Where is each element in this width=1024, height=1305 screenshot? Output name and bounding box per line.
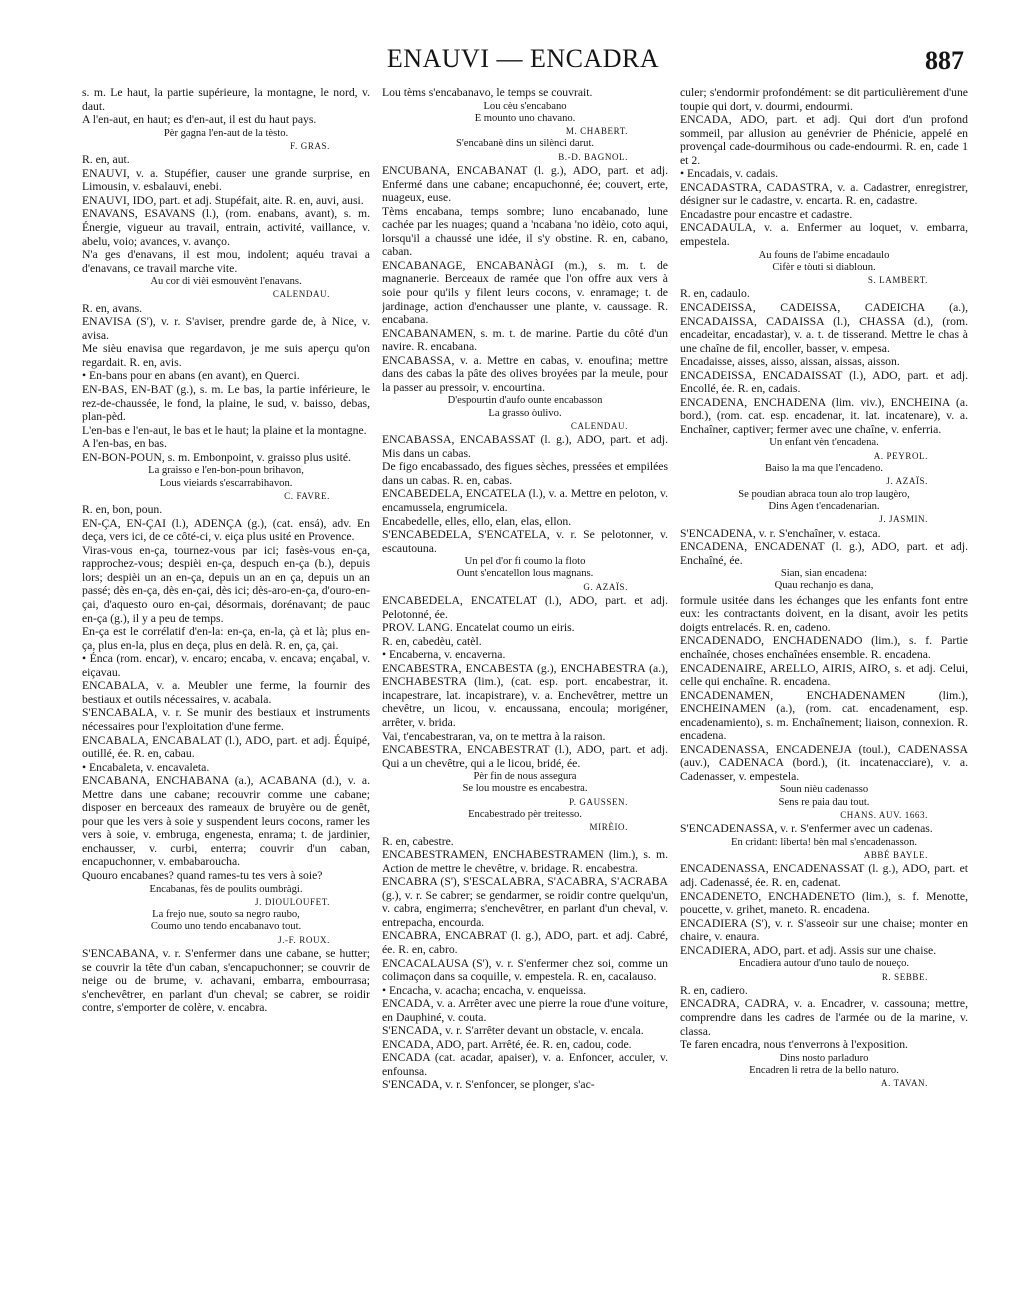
entry-paragraph: ENCADRA, CADRA, v. a. Encadrer, v. cassouna; mettre, comprendre dans les cadres de l'armée ou de la marine, v. classa. (680, 997, 968, 1038)
quotation-line: Encadiera autour d'uno taulo de noueço. (738, 958, 910, 970)
quotation-source: CALENDAU. (272, 289, 330, 300)
column-right (680, 86, 968, 1092)
entry-paragraph: ENCABEDELA, ENCATELA (l.), v. a. Mettre en peloton, v. encamussela, engrumicela. (382, 487, 668, 514)
entry-paragraph: ENCABRA (S'), S'ESCALABRA, S'ACABRA, S'ACRABA (g.), v. r. Se cabrer; se gendarmer, se roidir contre quelqu'un, v. cabra, engimerra; s'enchevêtrer, en parlant d'un cheval, v. entrepacha, encourda. (382, 875, 668, 929)
entry-paragraph: ENCABANAGE, ENCABANÀGI (m.), s. m. t. de magnanerie. Berceaux de ramée que l'on offre aux vers à soie pour qu'ils y filent leurs cocons, v. enramage; t. de jardinage, action d'enchausser une plante, v. caussage. R. encabana. (382, 258, 668, 327)
entry-paragraph: De figo encabassado, des figues sèches, pressées et empilées dans un cabas. R. en, cabas. (382, 460, 668, 487)
entry-paragraph: Vai, t'encabestraran, va, on te mettra à la raison. (382, 729, 606, 743)
quotation (680, 250, 968, 287)
entry-paragraph: ENCUBANA, ENCABANAT (l. g.), ADO, part. et adj. Enfermé dans une cabane; encapuchonné, ée; couvert, erte, nuageux, euse. (382, 164, 668, 205)
entry-paragraph: ENCADENA, ENCHADENA (lim. viv.), ENCHEINA (a. bord.), (rom. cat. esp. encadenar, it. lat. incatenare), v. a. Enchaîner, captiver; fermer avec une chaîne, v. enferria. (680, 395, 968, 436)
entry-paragraph: S'ENCABEDELA, S'ENCATELA, v. r. Se pelotonner, v. escautouna. (382, 528, 668, 555)
quotation-line: Sian, sian encadena: (780, 568, 868, 580)
entry-paragraph: Encadaisse, aisses, aisso, aissan, aissas, aisson. (680, 355, 900, 369)
quotation (382, 138, 668, 163)
entry-paragraph: ENCABESTRA, ENCABESTA (g.), ENCHABESTRA (a.), ENCHABESTRA (lim.), (cat. esp. port. encabestrar, it. incapestrare, lat. incapistrare), v. a. Enchevêtrer, mettre un chevêtre, un licou, v. encaussana, encoula; morigéner, arrêter, v. brida. (382, 661, 668, 729)
quotation (680, 958, 968, 983)
entry-paragraph: R. en, aut. (82, 153, 130, 167)
quotation-source: J.-F. ROUX. (278, 934, 330, 945)
quotation-line: Lou cèu s'encabano (483, 100, 567, 112)
entry-paragraph: ENAVANS, ESAVANS (l.), (rom. enabans, avant), s. m. Énergie, vigueur au travail, entrain, activité, vaillance, v. abelu, voio; avances, v. avanço. (82, 207, 370, 248)
quotation (680, 489, 968, 526)
entry-paragraph: S'ENCABANA, v. r. S'enfermer dans une cabane, se hutter; se couvrir la tête d'un caban, s'encapuchonner; se couvrir de neige ou de brume, v. achavani, embarra, embourrasa; s'enchevêtrer, en parlant d'un cheval; se cabrer, se roidir contre, s'emporter de colère, v. encabra. (82, 947, 370, 1015)
quotation (382, 556, 668, 593)
column-middle (382, 86, 668, 1092)
quotation-line: Encadren li retra de la bello naturo. (749, 1064, 899, 1076)
entry-paragraph: ENCADENAMEN, ENCHADENAMEN (lim.), ENCHEINAMEN (a.), (rom. cat. encadenament, esp. encadenamiento), s. m. Enchaînement; liaison, connexion. R. encadena. (680, 688, 968, 743)
quotation-source: C. FAVRE. (284, 490, 330, 501)
quotation (382, 101, 668, 138)
entry-paragraph: ENCABASSA, ENCABASSAT (l. g.), ADO, part. et adj. Mis dans un cabas. (382, 433, 668, 460)
quotation-line: Pèr fin de nous assegura (473, 771, 577, 783)
quotation-line: E mounto uno chavano. (474, 112, 576, 124)
entry-paragraph: • Encacha, v. acacha; encacha, v. enqueissa. (382, 983, 587, 997)
quotation-source: ABBÉ BAYLE. (863, 850, 928, 861)
entry-paragraph: ENCADEISSA, CADEISSA, CADEICHA (a.), ENCADAISSA, CADAISSA (l.), CHASSA (d.), (rom. encadeitar, encadastar), v. a. t. de tisserand. Mettre le chas à une chaîne de fil, encoller, basser, v. empesa. (680, 301, 968, 355)
entry-paragraph: • En-bans pour en abans (en avant), en Querci. (82, 369, 300, 383)
quotation (382, 809, 668, 834)
entry-paragraph: ENCADENADO, ENCHADENADO (lim.), s. f. Partie enchaînée, choses enchaînées ensemble. R. encadena. (680, 634, 968, 661)
quotation-line: Ount s'encatellon lous magnans. (456, 568, 594, 580)
entry-paragraph: ENCADENASSA, ENCADENASSAT (l. g.), ADO, part. et adj. Cadenassé, ée. R. en, cadenat. (680, 862, 968, 890)
entry-paragraph: S'ENCADENA, v. r. S'enchaîner, v. estaca. (680, 526, 881, 540)
page-number: 887 (925, 46, 964, 75)
quotation-line: Au founs de l'abime encadaulo (758, 249, 890, 261)
entry-paragraph: culer; s'endormir profondément: se dit particulièrement d'une toupie qui dort, v. dourmi, endourmi. (680, 86, 968, 113)
quotation-line: Soun nièu cadenasso (779, 784, 869, 796)
quotation-line: La graisso e l'en-bon-poun brihavon, (148, 465, 304, 477)
quotation-source: J. JASMIN. (879, 514, 928, 525)
quotation-source: A. PEYROL. (873, 450, 928, 461)
entry-paragraph: Tèms encabana, temps sombre; luno encabanado, lune cachée par les nuages; quand a 'ncabana 'no idèio, coto aqui, lorsqu'il a chaussé une idée, il s'y obstine. R. en, cabano, caban. (382, 204, 668, 259)
quotation-source: S. LAMBERT. (867, 275, 928, 286)
quotation-source: J. DIOULOUFET. (255, 896, 330, 907)
entry-paragraph: • Encabaleta, v. encavaleta. (82, 760, 210, 774)
entry-paragraph: S'ENCADENASSA, v. r. S'enfermer avec un cadenas. (680, 822, 933, 836)
quotation-line: En cridant: liberta! bèn mal s'encadenasson. (730, 836, 918, 848)
quotation-source: F. GRAS. (290, 140, 330, 151)
quotation (680, 837, 968, 862)
entry-paragraph: ENCADEISSA, ENCADAISSAT (l.), ADO, part. et adj. Encollé, ée. R. en, cadais. (680, 368, 968, 396)
entry-paragraph: ENCADAULA, v. a. Enfermer au loquet, v. embarra, empestela. (680, 221, 968, 249)
entry-paragraph: ENAUVI, v. a. Stupéfier, causer une grande surprise, en Limousin, v. esbalauvi, enebi. (82, 166, 370, 194)
entry-paragraph: A l'en-bas, en bas. (82, 437, 167, 451)
entry-paragraph: S'ENCADA, v. r. S'arrêter devant un obstacle, v. encala. (382, 1024, 644, 1038)
entry-paragraph: ENAUVI, IDO, part. et adj. Stupéfait, aite. R. en, auvi, ausi. (82, 193, 364, 207)
quotation-line: Se lou moustre es encabestra. (462, 783, 588, 795)
quotation-source: M. CHABERT. (565, 126, 628, 137)
entry-paragraph: ENCADA, v. a. Arrêter avec une pierre la roue d'une voiture, en Dauphiné, v. couta. (382, 997, 668, 1024)
quotation (382, 395, 668, 432)
entry-paragraph: Encabedelle, elles, ello, elan, elas, ellon. (382, 514, 572, 528)
entry-paragraph: s. m. Le haut, la partie supérieure, la montagne, le nord, v. daut. (82, 86, 370, 113)
entry-paragraph: EN-ÇA, EN-ÇAI (l.), ADENÇA (g.), (cat. ensá), adv. En deça, vers ici, de ce côté-ci, v. eiça plus usité en Provence. (82, 516, 370, 544)
entry-paragraph: En-ça est le corrélatif d'en-la: en-ça, en-la, çà et là; plus en-ça, plus en-la, plus en deça, plus en delà. R. en, ça, çai. (82, 625, 370, 652)
entry-paragraph: ENCADENASSA, ENCADENEJA (toul.), CADENASSA (auv.), CADENACA (bord.), (it. incatenacciare), v. a. Cadenasser, v. empestela. (680, 742, 968, 783)
entry-paragraph: ENCADENETO, ENCHADENETO (lim.), s. f. Menotte, poucette, v. grihet, maneto. R. encadena. (680, 889, 968, 917)
entry-paragraph: Lou tèms s'encabanavo, le temps se couvrait. (382, 86, 593, 99)
quotation-source: J. AZAÏS. (886, 476, 928, 487)
quotation-source: MIRÈIO. (589, 822, 628, 833)
quotation-line: Baiso la ma que l'encadeno. (764, 463, 884, 475)
entry-paragraph: Viras-vous en-ça, tournez-vous par ici; fasès-vous en-ça, rapprochez-vous; despièi en-ça, despuch en-ça (b.), depuis lors; despièi un an en-ça, depuis un an en ça, depuis un an passé; dès en-ça, dès en-çai, dès ici; dès-aro-en-ça, d'ouro-en-çai, d'aquesto ouro en-çai, désormais, dorénavant; de pauc en-ça (g.), il y a peu de temps. (82, 543, 370, 625)
entry-paragraph: ENAVISA (S'), v. r. S'aviser, prendre garde de, à Nice, v. avisa. (82, 315, 370, 342)
quotation-line: Un enfant vèn t'encadena. (769, 437, 879, 449)
entry-paragraph: • Encadais, v. cadais. (680, 167, 779, 181)
entry-paragraph: • Énca (rom. encar), v. encaro; encaba, v. encava; ençabal, v. eiçavau. (82, 652, 370, 679)
entry-paragraph: ENCADENAIRE, ARELLO, AIRIS, AIRO, s. et adj. Celui, celle qui enchaîne. R. encadena. (680, 661, 968, 689)
entry-paragraph: ENCACALAUSA (S'), v. r. S'enfermer chez soi, comme un colimaçon dans sa coquille, v. empestela. R. en, cacalauso. (382, 956, 668, 984)
entry-paragraph: ENCADIERA (S'), v. r. S'asseoir sur une chaise; monter en chaire, v. enaura. (680, 916, 968, 944)
entry-paragraph: R. en, avans. (82, 301, 143, 315)
quotation-line: Dins nosto parladuro (779, 1052, 869, 1064)
entry-paragraph: ENCABESTRAMEN, ENCHABESTRAMEN (lim.), s. m. Action de mettre le chevêtre, v. bridage. R. encabestra. (382, 848, 668, 875)
column-left (82, 86, 370, 1092)
entry-paragraph: Me sièu enavisa que regardavon, je me suis aperçu qu'on regardait. R. en, avis. (82, 342, 370, 369)
entry-paragraph: ENCABESTRA, ENCABESTRAT (l.), ADO, part. et adj. Qui a un chevêtre, qui a le licou, bridé, ée. (382, 743, 668, 770)
entry-paragraph: Te faren encadra, nous t'enverrons à l'exposition. (680, 1038, 908, 1052)
quotation (82, 909, 370, 946)
quotation (382, 771, 668, 808)
quotation-source: R. SEBBE. (881, 971, 928, 982)
quotation-source: B.-D. BAGNOL. (558, 151, 628, 162)
entry-paragraph: S'ENCABALA, v. r. Se munir des bestiaux et instruments nécessaires pour l'exploitation d'une ferme. (82, 706, 370, 733)
entry-paragraph: ENCABANA, ENCHABANA (a.), ACABANA (d.), v. a. Mettre dans une cabane; recouvrir comme une cabane; disposer en berceaux des rameaux de bruyère ou de genêt, pour que les vers à soie y suspendent leurs cocons, ramer les vers à soie, v. embruga, engenesta, enrama; t. de jardinier, enchausser, v. curbi, enterra; couvrir d'un caban, encapuchonner, v. embabaroucha. (82, 774, 370, 869)
quotation-line: La frejo nue, souto sa negro raubo, (152, 909, 300, 921)
entry-paragraph: R. en, cabestre. (382, 834, 454, 848)
quotation (680, 1053, 968, 1090)
quotation-source: CALENDAU. (570, 420, 628, 431)
entry-paragraph: R. en, cabedèu, catèl. (382, 634, 482, 648)
quotation (680, 463, 968, 488)
entry-paragraph: ENCADA (cat. acadar, apaiser), v. a. Enfoncer, acculer, v. enfounsa. (382, 1051, 668, 1078)
entry-paragraph: Quouro encabanes? quand rames-tu tes vers à soie? (82, 868, 323, 882)
quotation-line: Sens re paia dau tout. (778, 796, 870, 808)
quotation-line: Coumo uno tendo encabanavo tout. (150, 921, 302, 933)
quotation-line: Cifèr e tòuti si diabloun. (772, 261, 876, 273)
entry-paragraph: • Encaberna, v. encaverna. (382, 648, 506, 662)
entry-paragraph: A l'en-aut, en haut; es d'en-aut, il est du haut pays. (82, 113, 317, 127)
quotation (680, 784, 968, 821)
entry-paragraph: R. en, cadaulo. (680, 287, 750, 301)
quotation-line: Dins Agen t'encadenarian. (768, 500, 880, 512)
quotation (82, 884, 370, 909)
quotation-line: Se poudian abraca toun alo trop laugèro, (738, 488, 910, 500)
quotation-line: Un pel d'or fi coumo la floto (464, 556, 586, 568)
quotation-source: P. GAUSSEN. (569, 796, 628, 807)
text-columns (82, 86, 968, 1092)
entry-paragraph: ENCABANAMEN, s. m. t. de marine. Partie du côté d'un navire. R. encabana. (382, 326, 668, 354)
entry-paragraph: L'en-bas e l'en-aut, le bas et le haut; la plaine et la montagne. (82, 423, 367, 437)
quotation (680, 568, 968, 593)
entry-paragraph: R. en, bon, poun. (82, 503, 163, 517)
entry-paragraph: N'a ges d'enavans, il est mou, indolent; aquéu travai a d'enavans, ce travail marche vite. (82, 248, 370, 275)
quotation-line: Lous vieiards s'escarrabihavon. (159, 477, 293, 489)
entry-paragraph: ENCABALA, ENCABALAT (l.), ADO, part. et adj. Équipé, outillé, ée. R. en, cabau. (82, 733, 370, 761)
quotation-line: Au cor di vièi esmouvènt l'enavans. (150, 276, 302, 288)
page-header (82, 44, 964, 86)
quotation (680, 437, 968, 462)
entry-paragraph: ENCADA, ADO, part. Arrêté, ée. R. en, cadou, code. (382, 1037, 632, 1051)
quotation (82, 465, 370, 502)
entry-paragraph: ENCADIERA, ADO, part. et adj. Assis sur une chaise. (680, 943, 937, 957)
quotation-line: Encabestrado pèr treitesso. (468, 809, 582, 821)
entry-paragraph: formule usitée dans les échanges que les enfants font entre eux: les contractants doivent, en la disant, avoir les petits doigts entrelacés. R. en, cadeno. (680, 593, 968, 634)
entry-paragraph: ENCABALA, v. a. Meubler une ferme, la fournir des bestiaux et outils nécessaires, v. acabala. (82, 679, 370, 706)
quotation-source: A. TAVAN. (881, 1078, 928, 1089)
quotation-line: S'encabanè dins un silènci darut. (455, 138, 595, 150)
entry-paragraph: ENCADA, ADO, part. et adj. Qui dort d'un profond sommeil, par allusion au genévrier de Phénicie, appelé en provençal cade-dourmihous ou cade-endourmi. R. en, cade 1 et 2. (680, 113, 968, 167)
quotation-source: G. AZAÏS. (583, 581, 628, 592)
quotation-line: D'espourtin d'aufo ounte encabasson (447, 395, 603, 407)
running-title: ENAUVI — ENCADRA (386, 44, 660, 73)
quotation-line: Pèr gagna l'en-aut de la tèsto. (163, 127, 289, 139)
entry-paragraph: ENCABASSA, v. a. Mettre en cabas, v. enoufina; mettre dans des cabas la pâte des olives broyées par la meule, pour la passer au pressoir, v. encourtina. (382, 353, 668, 394)
entry-paragraph: EN-BAS, EN-BAT (g.), s. m. Le bas, la partie inférieure, le rez-de-chaussée, le fond, la plaine, le sud, v. baisso, debas, plan-pèd. (82, 383, 370, 424)
entry-paragraph: ENCADENA, ENCADENAT (l. g.), ADO, part. et adj. Enchaîné, ée. (680, 540, 968, 567)
quotation (82, 128, 370, 153)
entry-paragraph: R. en, cadiero. (680, 983, 748, 997)
entry-paragraph: ENCADASTRA, CADASTRA, v. a. Cadastrer, enregistrer, désigner sur le cadastre, v. encarta. R. en, cadastre. (680, 180, 968, 208)
entry-paragraph: EN-BON-POUN, s. m. Embonpoint, v. graisso plus usité. (82, 450, 352, 464)
entry-paragraph: ENCABEDELA, ENCATELAT (l.), ADO, part. et adj. Pelotonné, ée. (382, 594, 668, 621)
quotation-line: Quau rechanjo es dana, (774, 580, 874, 592)
entry-paragraph: Encadastre pour encastre et cadastre. (680, 207, 853, 221)
quotation-source: CHANS. AUV. 1663. (840, 810, 928, 821)
quotation (82, 276, 370, 301)
entry-paragraph: S'ENCADA, v. r. S'enfoncer, se plonger, s'ac- (382, 1078, 595, 1092)
entry-paragraph: ENCABRA, ENCABRAT (l. g.), ADO, part. et adj. Cabré, ée. R. en, cabro. (382, 929, 668, 956)
quotation-line: La grasso òulivo. (488, 407, 562, 419)
entry-paragraph: PROV. LANG. Encatelat coumo un eiris. (382, 621, 575, 635)
quotation-line: Encabanas, fès de poulits oumbràgi. (149, 883, 303, 895)
